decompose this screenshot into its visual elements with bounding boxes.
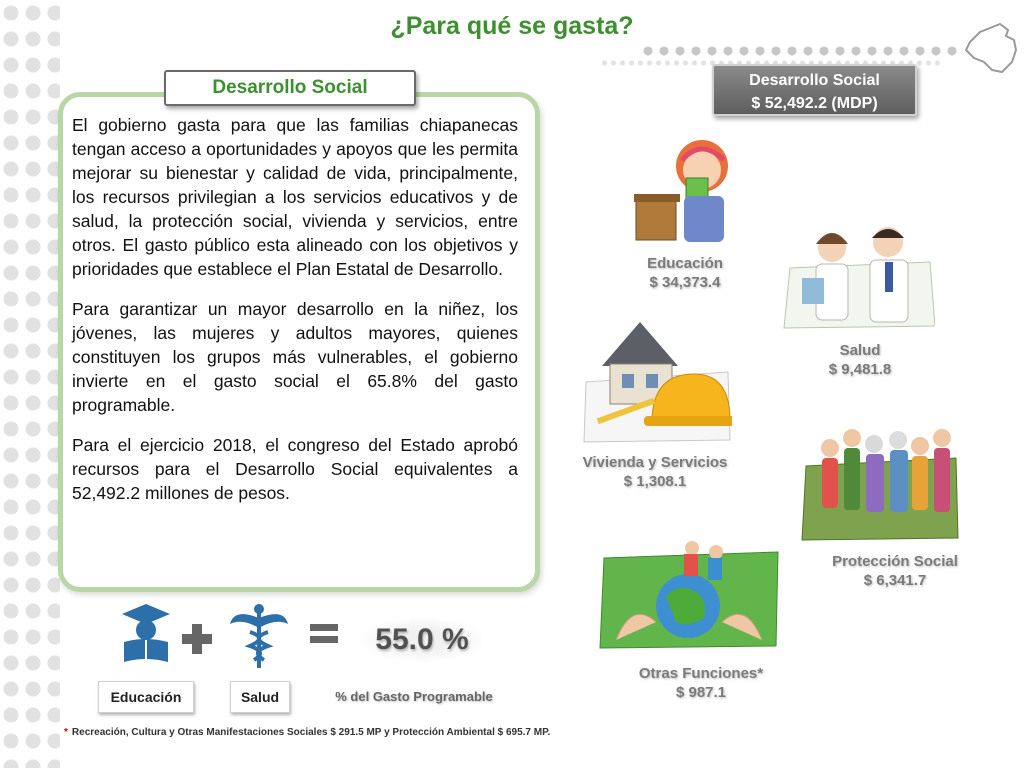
salud-amount: $ 9,481.8 bbox=[828, 361, 892, 378]
card-paragraph-1: El gobierno gasta para que las familias chiapanecas tengan acceso a oportunidades y apoyos que les permita mejorar su bienestar y calidad de vida, principalmente, los recursos privilegian a los servicios educativos y de salud, la protección social, vivienda y servicios, entre otros. El gasto público esta alineado con los objetivos y prioridades que establece el Plan Estatal de Desarrollo. bbox=[72, 115, 518, 279]
plus-icon bbox=[180, 622, 214, 656]
decorative-dot-pattern bbox=[0, 0, 60, 768]
card-paragraph-3: Para el ejercicio 2018, el congreso del Estado aprobó recursos para el Desarrollo Social equivalentes a 52,492.2 millones de pesos. bbox=[72, 435, 518, 503]
otras-funciones-label bbox=[636, 664, 766, 702]
graduate-reading-icon bbox=[118, 602, 174, 664]
otras-name: Otras Funciones* bbox=[638, 665, 764, 682]
otras-amount: $ 987.1 bbox=[675, 684, 727, 701]
vivienda-illustration-icon bbox=[582, 312, 732, 444]
decorative-dot-line bbox=[640, 44, 960, 58]
card-paragraph-2: Para garantizar un mayor desarrollo en la niñez, los jóvenes, las mujeres y adultos mayores, quienes constituyen los grupos más vulnerables, el gobierno invierte en el gasto social el 65.8% del gasto programable. bbox=[72, 299, 518, 415]
formula-salud-label: Salud bbox=[230, 681, 290, 713]
footnote-marker: * bbox=[64, 727, 68, 738]
total-amount: $ 52,492.2 (MDP) bbox=[751, 95, 878, 112]
educacion-label bbox=[630, 254, 740, 292]
otras-funciones-illustration-icon bbox=[596, 530, 782, 652]
vivienda-name: Vivienda y Servicios bbox=[582, 454, 728, 471]
page-title: ¿Para qué se gasta? bbox=[390, 12, 634, 40]
educacion-illustration-icon bbox=[632, 130, 762, 250]
salud-illustration-icon bbox=[780, 218, 935, 330]
proteccion-social-illustration-icon bbox=[800, 418, 960, 542]
educacion-name: Educación bbox=[647, 255, 723, 272]
proteccion-name: Protección Social bbox=[832, 553, 958, 570]
salud-label bbox=[800, 341, 920, 379]
footnote-text: Recreación, Cultura y Otras Manifestaciones Sociales $ 291.5 MP y Protección Ambiental $ 695.7 MP. bbox=[71, 727, 551, 738]
vivienda-amount: $ 1,308.1 bbox=[623, 473, 687, 490]
proteccion-social-label bbox=[832, 552, 958, 590]
footnote bbox=[64, 727, 784, 738]
card-body bbox=[72, 113, 518, 521]
caduceus-icon bbox=[228, 602, 290, 670]
percentage-caption: % del Gasto Programable bbox=[335, 689, 493, 704]
total-label: Desarrollo Social bbox=[749, 72, 880, 89]
salud-name: Salud bbox=[839, 342, 881, 359]
card-tab-label: Desarrollo Social bbox=[164, 70, 416, 106]
vivienda-label bbox=[580, 453, 730, 491]
proteccion-amount: $ 6,341.7 bbox=[863, 572, 927, 589]
equals-icon bbox=[310, 624, 338, 644]
formula-educacion-label: Educación bbox=[98, 681, 194, 713]
percentage-value: 55.0 % bbox=[360, 618, 484, 662]
total-desarrollo-social-box bbox=[712, 64, 917, 116]
educacion-amount: $ 34,373.4 bbox=[649, 274, 721, 291]
